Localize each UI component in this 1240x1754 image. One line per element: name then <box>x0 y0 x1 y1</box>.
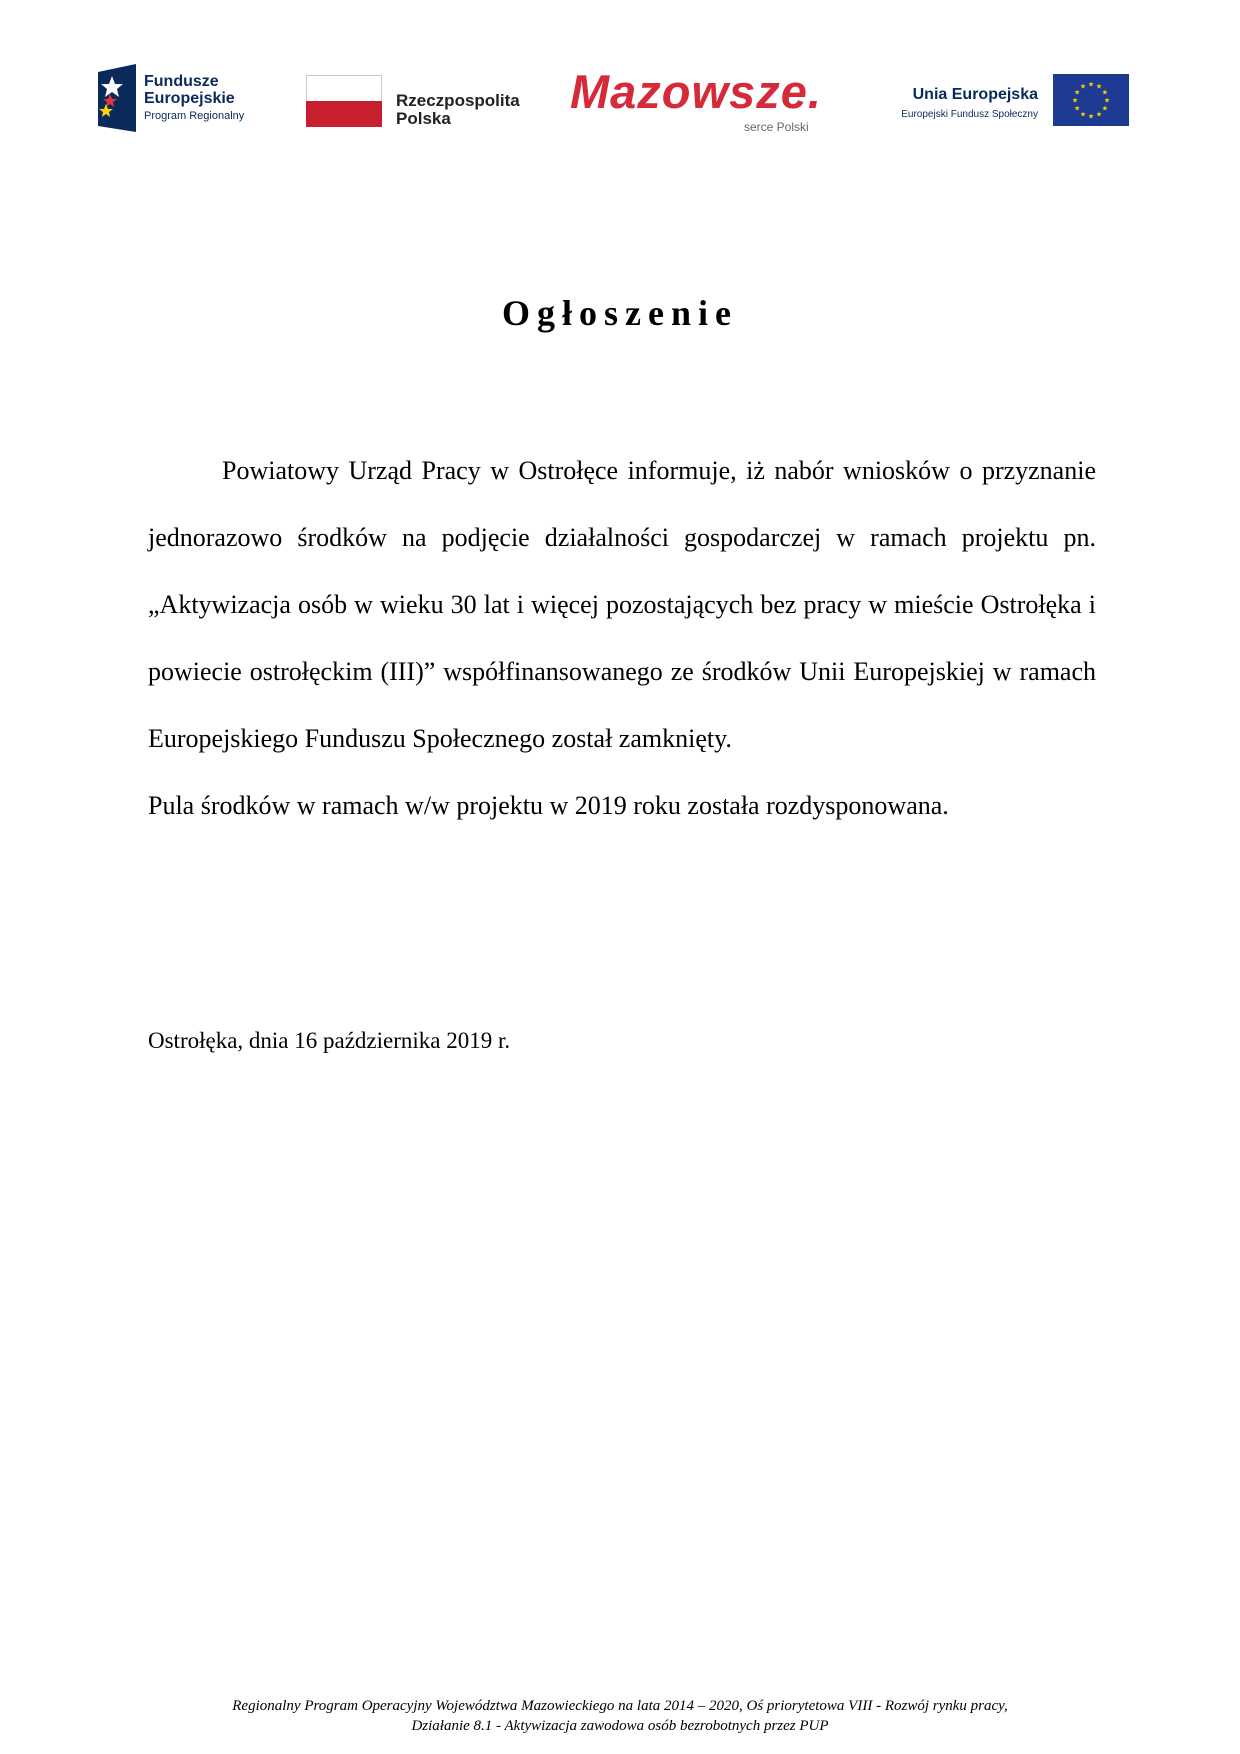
fe-logo-line2: Europejskie <box>144 89 235 107</box>
announcement-body <box>148 437 1096 839</box>
announcement-paragraph-2: Pula środków w ramach w/w projektu w 2019 roku została rozdysponowana. <box>148 791 949 820</box>
eu-star-icon: ★ <box>1071 96 1079 105</box>
eu-star-icon: ★ <box>1095 82 1103 91</box>
rp-logo-line2: Polska <box>396 108 451 128</box>
eu-star-icon: ★ <box>1101 88 1109 97</box>
eu-star-icon: ★ <box>1103 96 1111 105</box>
ue-logo-text <box>876 86 1038 120</box>
page-footer <box>0 1696 1240 1736</box>
fe-logo-line3: Program Regionalny <box>144 109 245 122</box>
fe-logo-text <box>144 74 244 122</box>
rzeczpospolita-polska-logo <box>306 74 536 134</box>
unia-europejska-logo <box>876 74 1132 130</box>
footer-line-1: Regionalny Program Operacyjny Województwa Mazowieckiego na lata 2014 – 2020, Oś priorytetowa VIII - Rozwój rynku pracy, <box>232 1698 1008 1714</box>
mazowsze-logo <box>570 64 840 144</box>
ue-logo-line2: Europejski Fundusz Społeczny <box>901 109 1038 120</box>
date-line: Ostrołęka, dnia 16 października 2019 r. <box>148 1028 511 1053</box>
rp-logo-text <box>396 92 520 128</box>
fundusze-europejskie-logo <box>98 62 268 132</box>
page-title: Ogłoszenie <box>502 293 738 333</box>
eu-star-icon: ★ <box>1079 82 1087 91</box>
eu-star-icon: ★ <box>1101 104 1109 113</box>
eu-star-icon: ★ <box>1073 88 1081 97</box>
fe-logo-line1: Fundusze <box>144 73 219 90</box>
polish-flag-icon <box>306 75 382 127</box>
eu-star-icon: ★ <box>1095 110 1103 119</box>
eu-star-icon: ★ <box>1087 112 1095 121</box>
footer-line-2: Działanie 8.1 - Aktywizacja zawodowa osób bezrobotnych przez PUP <box>411 1718 829 1734</box>
announcement-paragraph-1: Powiatowy Urząd Pracy w Ostrołęce informuje, iż nabór wniosków o przyznanie jednorazowo środków na podjęcie działalności gospodarczej w ramach projektu pn. „Aktywizacja osób w wieku 30 lat i więcej pozostających bez pracy w mieście Ostrołęka i powiecie ostrołęckim (III)” współfinansowanego ze środków Unii Europejskiej w ramach Europejskiego Funduszu Społecznego został zamknięty. <box>148 456 1096 753</box>
ue-logo-line1: Unia Europejska <box>912 86 1038 103</box>
eu-star-icon: ★ <box>1073 104 1081 113</box>
eu-star-icon: ★ <box>1087 80 1095 89</box>
rp-logo-line1: Rzeczpospolita <box>396 91 520 110</box>
mazowsze-wordmark: Mazowsze. <box>570 65 822 118</box>
logo-bar <box>0 0 1240 160</box>
mazowsze-tagline: serce Polski <box>744 120 809 134</box>
fe-star-emblem-icon <box>98 64 136 132</box>
eu-flag-icon <box>1053 74 1129 126</box>
eu-star-icon: ★ <box>1079 110 1087 119</box>
